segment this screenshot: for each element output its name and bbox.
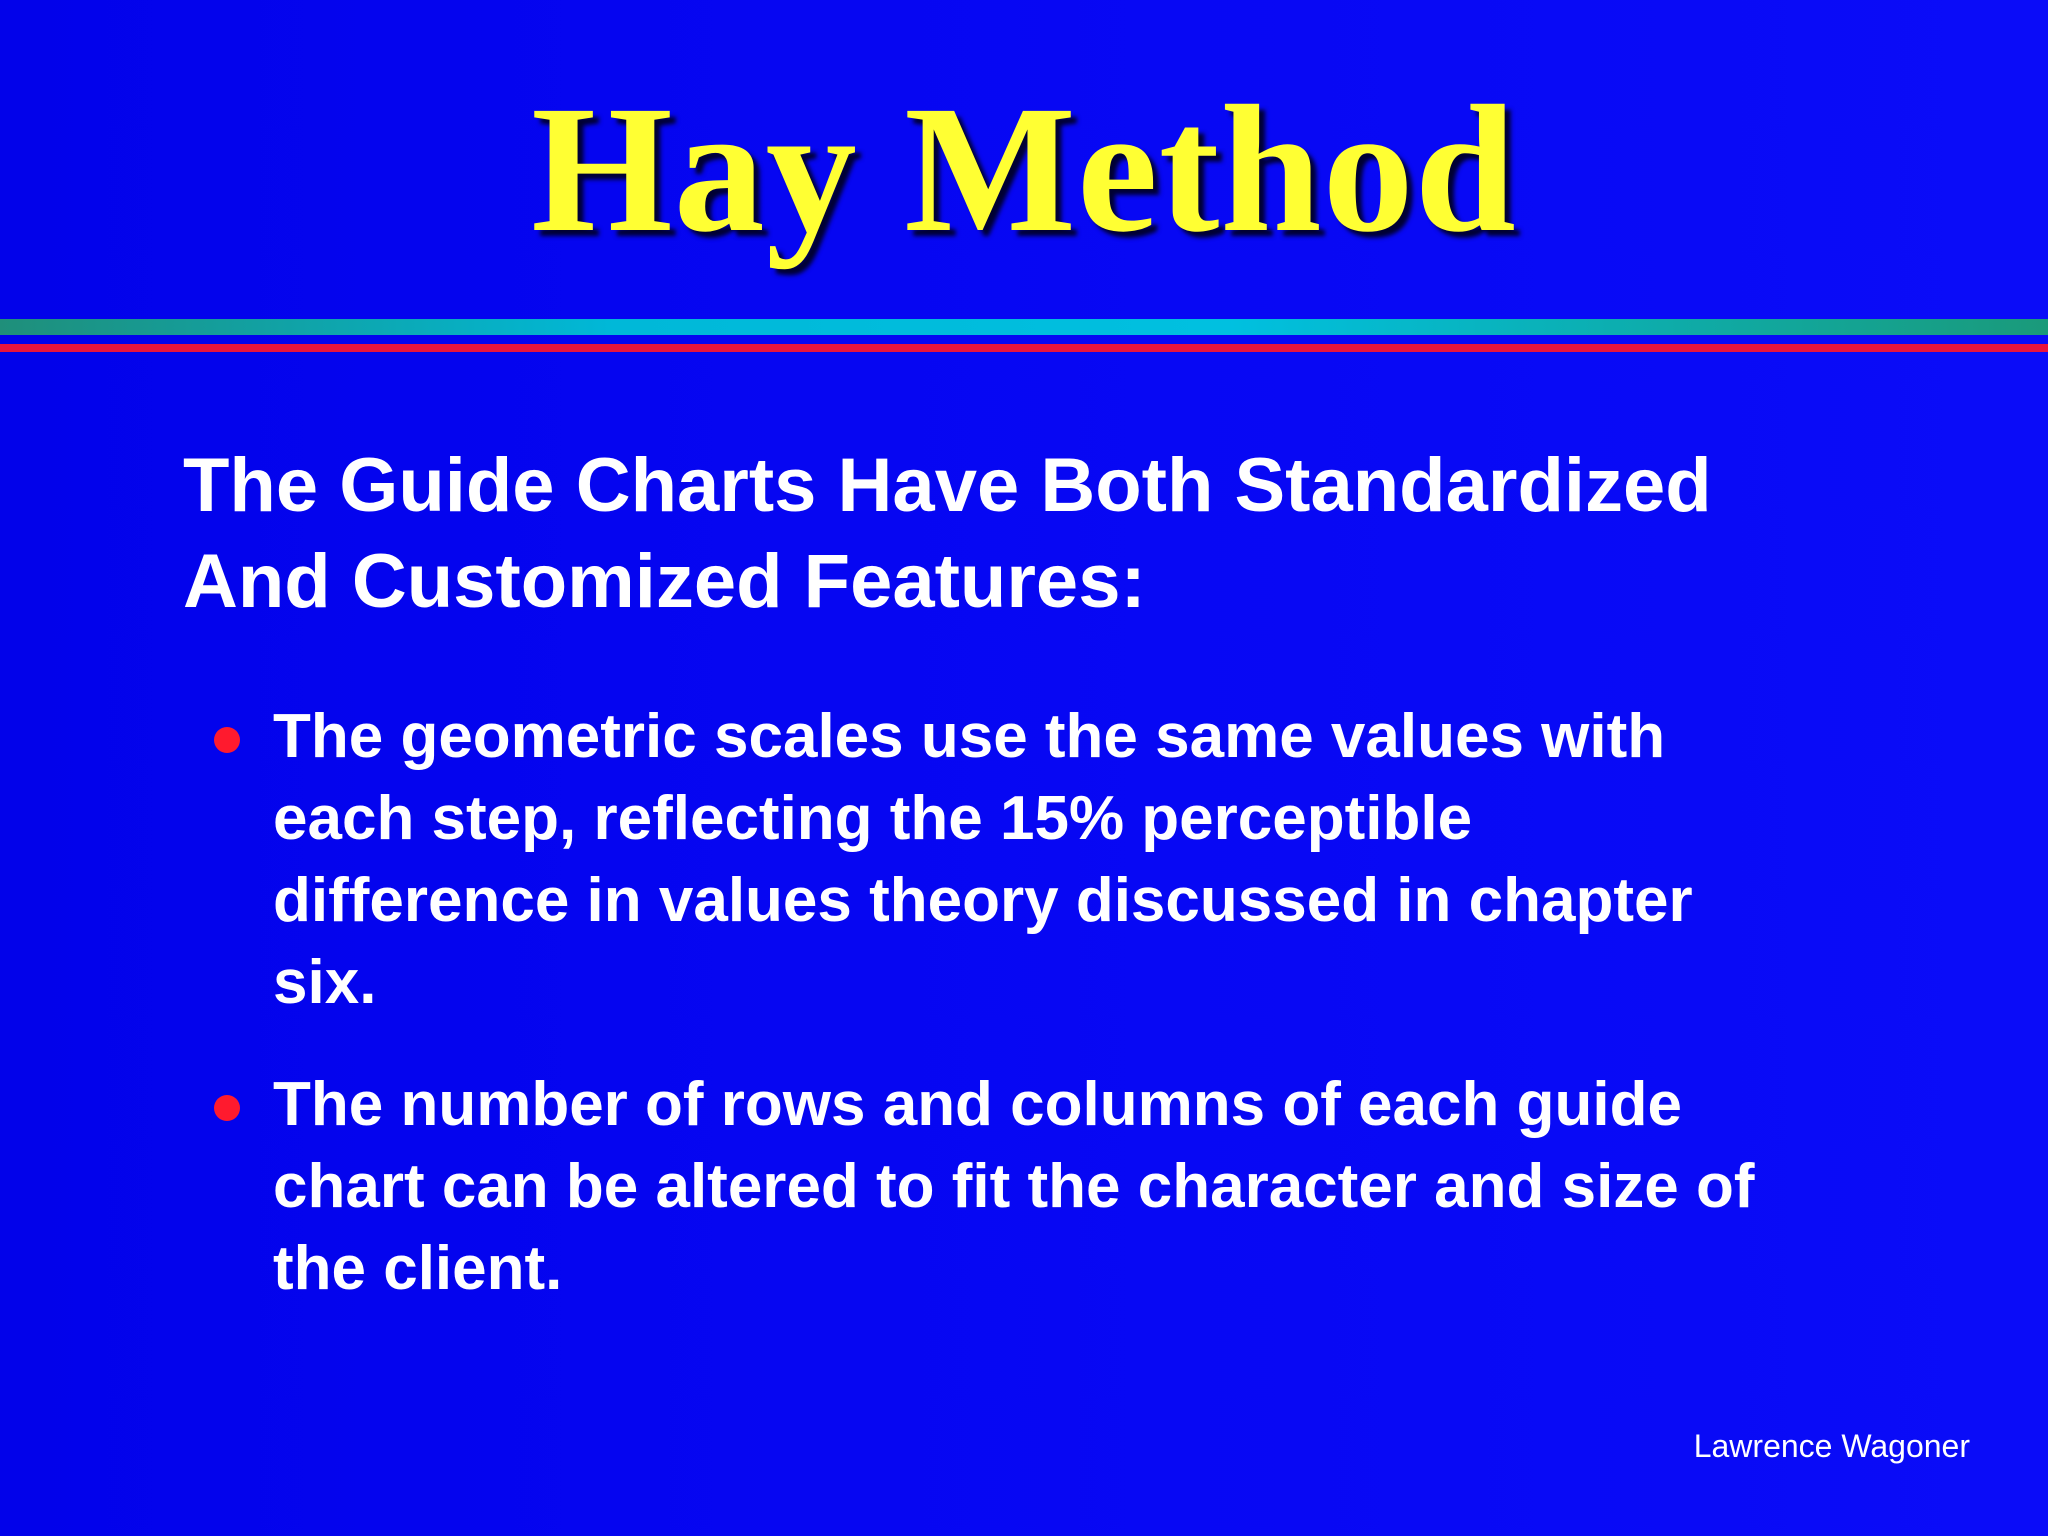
bullet-1-line-3: difference in values theory discussed in chapter: [273, 866, 1693, 935]
bullet-item-2: [211, 1064, 1951, 1310]
bullet-dot-icon: [214, 727, 240, 753]
title-divider-teal: [0, 319, 2048, 335]
bullet-2-line-1: The number of rows and columns of each guide: [273, 1070, 1682, 1139]
bullet-1-line-2: each step, reflecting the 15% perceptible: [273, 784, 1473, 853]
heading-line-1: The Guide Charts Have Both Standardized: [183, 443, 1712, 528]
bullet-item-1: [211, 696, 1951, 1024]
footer-author: Lawrence Wagoner: [1693, 1428, 1970, 1464]
bullet-dot-icon: [214, 1095, 240, 1121]
bullet-1-line-4: six.: [273, 948, 377, 1017]
bullet-2-line-3: the client.: [273, 1234, 563, 1303]
heading-line-2: And Customized Features:: [183, 539, 1146, 624]
bullet-list: [211, 696, 1951, 1350]
slide-title: Hay Method: [531, 69, 1517, 270]
bullet-1-line-1: The geometric scales use the same values with: [273, 702, 1666, 771]
title-divider-red: [0, 344, 2048, 352]
bullet-2-line-2: chart can be altered to fit the character and size of: [273, 1152, 1755, 1221]
slide-heading: [183, 438, 1883, 630]
